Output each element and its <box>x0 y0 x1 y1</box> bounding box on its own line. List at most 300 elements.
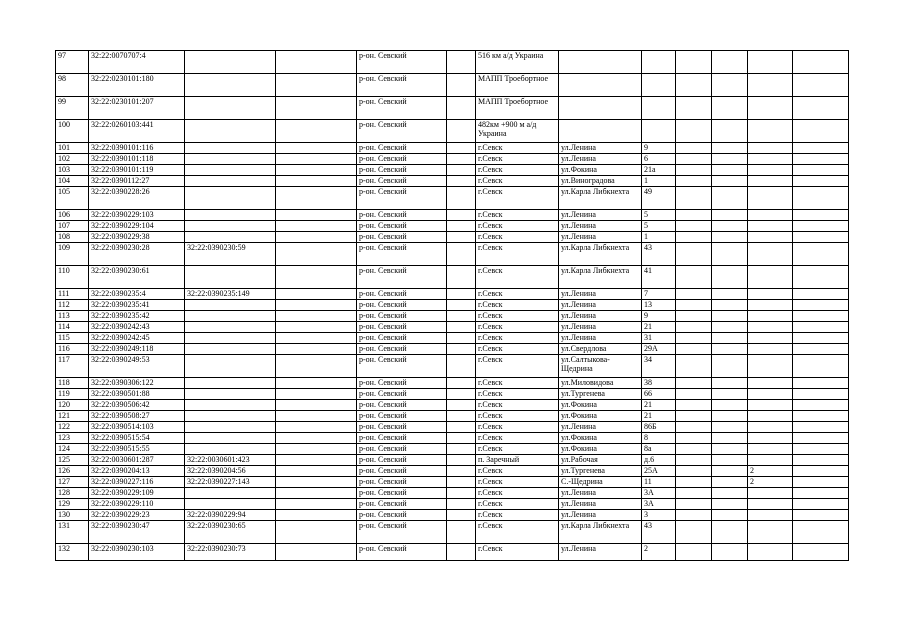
table-row <box>56 444 849 455</box>
empty-cell <box>676 422 712 433</box>
row-number-cell: 130 <box>56 510 89 521</box>
locality-cell: г.Севск <box>476 499 559 510</box>
table-row <box>56 333 849 344</box>
empty-cell <box>276 51 357 74</box>
related-cadastral-number-cell <box>185 210 276 221</box>
empty-cell <box>712 544 748 561</box>
table-row <box>56 344 849 355</box>
street-cell: ул.Свердлова <box>559 344 642 355</box>
cadastral-number-cell: 32:22:0390228:26 <box>89 187 185 210</box>
empty-cell <box>447 422 476 433</box>
district-cell: р-он. Севский <box>357 477 447 488</box>
street-cell: ул.Ленина <box>559 510 642 521</box>
cadastral-number-cell: 32:22:0070707:4 <box>89 51 185 74</box>
related-cadastral-number-cell <box>185 154 276 165</box>
empty-cell <box>447 51 476 74</box>
empty-cell <box>712 187 748 210</box>
locality-cell: МАПП Троебортное <box>476 97 559 120</box>
district-cell: р-он. Севский <box>357 422 447 433</box>
street-cell: ул.Ленина <box>559 333 642 344</box>
extra-value-cell <box>748 344 793 355</box>
district-cell: р-он. Севский <box>357 488 447 499</box>
house-number-cell <box>642 51 676 74</box>
empty-cell <box>447 322 476 333</box>
empty-cell <box>712 289 748 300</box>
row-number-cell: 127 <box>56 477 89 488</box>
house-number-cell: д.6 <box>642 455 676 466</box>
empty-cell <box>712 521 748 544</box>
empty-cell <box>276 422 357 433</box>
street-cell: ул.Ленина <box>559 289 642 300</box>
extra-value-cell <box>748 322 793 333</box>
empty-cell <box>712 120 748 143</box>
row-number-cell: 131 <box>56 521 89 544</box>
empty-cell <box>276 521 357 544</box>
locality-cell: г.Севск <box>476 232 559 243</box>
empty-cell <box>676 389 712 400</box>
empty-cell <box>447 165 476 176</box>
empty-cell <box>447 521 476 544</box>
related-cadastral-number-cell: 32:22:0390230:65 <box>185 521 276 544</box>
district-cell: р-он. Севский <box>357 143 447 154</box>
house-number-cell: 43 <box>642 243 676 266</box>
cadastral-number-cell: 32:22:0390204:13 <box>89 466 185 477</box>
empty-cell <box>276 466 357 477</box>
locality-cell: г.Севск <box>476 187 559 210</box>
house-number-cell: 11 <box>642 477 676 488</box>
empty-cell <box>447 333 476 344</box>
empty-cell <box>793 400 849 411</box>
related-cadastral-number-cell: 32:22:0390230:59 <box>185 243 276 266</box>
empty-cell <box>793 521 849 544</box>
row-number-cell: 108 <box>56 232 89 243</box>
empty-cell <box>793 344 849 355</box>
street-cell: С.-Щедрина <box>559 477 642 488</box>
empty-cell <box>447 389 476 400</box>
extra-value-cell <box>748 455 793 466</box>
district-cell: р-он. Севский <box>357 355 447 378</box>
empty-cell <box>712 333 748 344</box>
street-cell <box>559 74 642 97</box>
empty-cell <box>712 400 748 411</box>
empty-cell <box>447 187 476 210</box>
empty-cell <box>276 154 357 165</box>
locality-cell: 482км +900 м а/д Украина <box>476 120 559 143</box>
house-number-cell: 31 <box>642 333 676 344</box>
row-number-cell: 128 <box>56 488 89 499</box>
empty-cell <box>712 51 748 74</box>
empty-cell <box>276 243 357 266</box>
street-cell: ул.Ленина <box>559 154 642 165</box>
empty-cell <box>276 433 357 444</box>
empty-cell <box>676 521 712 544</box>
empty-cell <box>793 232 849 243</box>
row-number-cell: 98 <box>56 74 89 97</box>
cadastral-number-cell: 32:22:0390506:42 <box>89 400 185 411</box>
street-cell <box>559 51 642 74</box>
house-number-cell: 5 <box>642 210 676 221</box>
house-number-cell: 43 <box>642 521 676 544</box>
district-cell: р-он. Севский <box>357 499 447 510</box>
empty-cell <box>676 289 712 300</box>
related-cadastral-number-cell <box>185 143 276 154</box>
cadastral-number-cell: 32:22:0390235:4 <box>89 289 185 300</box>
related-cadastral-number-cell: 32:22:0390204:56 <box>185 466 276 477</box>
row-number-cell: 114 <box>56 322 89 333</box>
empty-cell <box>676 232 712 243</box>
district-cell: р-он. Севский <box>357 455 447 466</box>
related-cadastral-number-cell <box>185 411 276 422</box>
table-row <box>56 143 849 154</box>
row-number-cell: 124 <box>56 444 89 455</box>
empty-cell <box>447 499 476 510</box>
extra-value-cell <box>748 355 793 378</box>
house-number-cell: 34 <box>642 355 676 378</box>
related-cadastral-number-cell: 32:22:0390235:149 <box>185 289 276 300</box>
street-cell: ул.Ленина <box>559 232 642 243</box>
cadastral-number-cell: 32:22:0390230:47 <box>89 521 185 544</box>
empty-cell <box>676 444 712 455</box>
extra-value-cell <box>748 389 793 400</box>
empty-cell <box>676 378 712 389</box>
locality-cell: г.Севск <box>476 477 559 488</box>
street-cell: ул.Карла Либкнехта <box>559 521 642 544</box>
row-number-cell: 115 <box>56 333 89 344</box>
empty-cell <box>447 488 476 499</box>
related-cadastral-number-cell <box>185 221 276 232</box>
cadastral-number-cell: 32:22:0230101:180 <box>89 74 185 97</box>
empty-cell <box>793 389 849 400</box>
empty-cell <box>276 510 357 521</box>
cadastral-number-cell: 32:22:0390515:54 <box>89 433 185 444</box>
table-row <box>56 266 849 289</box>
empty-cell <box>793 120 849 143</box>
district-cell: р-он. Севский <box>357 51 447 74</box>
empty-cell <box>276 400 357 411</box>
cadastral-number-cell: 32:22:0390230:103 <box>89 544 185 561</box>
empty-cell <box>447 344 476 355</box>
street-cell: ул.Тургенева <box>559 389 642 400</box>
house-number-cell: 49 <box>642 187 676 210</box>
cadastral-number-cell: 32:22:0390242:43 <box>89 322 185 333</box>
street-cell: ул.Ленина <box>559 488 642 499</box>
extra-value-cell <box>748 488 793 499</box>
empty-cell <box>447 544 476 561</box>
empty-cell <box>676 311 712 322</box>
cadastral-number-cell: 32:22:0390229:109 <box>89 488 185 499</box>
empty-cell <box>793 322 849 333</box>
related-cadastral-number-cell: 32:22:0390227:143 <box>185 477 276 488</box>
empty-cell <box>276 322 357 333</box>
extra-value-cell <box>748 289 793 300</box>
empty-cell <box>447 266 476 289</box>
empty-cell <box>447 300 476 311</box>
empty-cell <box>793 411 849 422</box>
locality-cell: г.Севск <box>476 411 559 422</box>
empty-cell <box>447 176 476 187</box>
street-cell: ул.Ленина <box>559 499 642 510</box>
street-cell: ул.Ленина <box>559 210 642 221</box>
empty-cell <box>712 466 748 477</box>
street-cell: ул.Фокина <box>559 444 642 455</box>
street-cell: ул.Ленина <box>559 221 642 232</box>
locality-cell: п. Заречный <box>476 455 559 466</box>
house-number-cell: 5 <box>642 221 676 232</box>
table-row <box>56 400 849 411</box>
street-cell: ул.Карла Либкнехта <box>559 187 642 210</box>
empty-cell <box>447 221 476 232</box>
district-cell: р-он. Севский <box>357 444 447 455</box>
empty-cell <box>712 300 748 311</box>
extra-value-cell <box>748 444 793 455</box>
district-cell: р-он. Севский <box>357 74 447 97</box>
cadastral-number-cell: 32:22:0390229:103 <box>89 210 185 221</box>
table-row <box>56 221 849 232</box>
table-row <box>56 187 849 210</box>
table-row <box>56 521 849 544</box>
cadastral-number-cell: 32:22:0390514:103 <box>89 422 185 433</box>
empty-cell <box>447 433 476 444</box>
extra-value-cell <box>748 154 793 165</box>
house-number-cell: 86Б <box>642 422 676 433</box>
extra-value-cell <box>748 510 793 521</box>
house-number-cell: 9 <box>642 143 676 154</box>
locality-cell: г.Севск <box>476 433 559 444</box>
empty-cell <box>793 311 849 322</box>
empty-cell <box>676 120 712 143</box>
locality-cell: г.Севск <box>476 355 559 378</box>
table-row <box>56 544 849 561</box>
empty-cell <box>793 544 849 561</box>
empty-cell <box>712 97 748 120</box>
table-row <box>56 232 849 243</box>
house-number-cell: 29А <box>642 344 676 355</box>
table-row <box>56 422 849 433</box>
related-cadastral-number-cell <box>185 378 276 389</box>
empty-cell <box>447 455 476 466</box>
locality-cell: г.Севск <box>476 165 559 176</box>
cadastral-number-cell: 32:22:0390242:45 <box>89 333 185 344</box>
related-cadastral-number-cell <box>185 232 276 243</box>
empty-cell <box>447 411 476 422</box>
district-cell: р-он. Севский <box>357 289 447 300</box>
locality-cell: г.Севск <box>476 143 559 154</box>
table-row <box>56 499 849 510</box>
district-cell: р-он. Севский <box>357 389 447 400</box>
extra-value-cell <box>748 499 793 510</box>
cadastral-number-cell: 32:22:0390230:61 <box>89 266 185 289</box>
empty-cell <box>793 455 849 466</box>
district-cell: р-он. Севский <box>357 333 447 344</box>
district-cell: р-он. Севский <box>357 300 447 311</box>
row-number-cell: 103 <box>56 165 89 176</box>
cadastral-number-cell: 32:22:0390229:38 <box>89 232 185 243</box>
table-row <box>56 389 849 400</box>
table-row <box>56 154 849 165</box>
district-cell: р-он. Севский <box>357 466 447 477</box>
empty-cell <box>276 120 357 143</box>
table-row <box>56 322 849 333</box>
empty-cell <box>276 74 357 97</box>
cadastral-number-cell: 32:22:0390229:23 <box>89 510 185 521</box>
empty-cell <box>447 74 476 97</box>
empty-cell <box>676 51 712 74</box>
empty-cell <box>447 477 476 488</box>
related-cadastral-number-cell <box>185 400 276 411</box>
locality-cell: г.Севск <box>476 210 559 221</box>
empty-cell <box>712 243 748 266</box>
empty-cell <box>793 466 849 477</box>
empty-cell <box>793 74 849 97</box>
empty-cell <box>712 378 748 389</box>
empty-cell <box>676 143 712 154</box>
empty-cell <box>793 143 849 154</box>
house-number-cell: 25А <box>642 466 676 477</box>
empty-cell <box>793 221 849 232</box>
empty-cell <box>676 243 712 266</box>
empty-cell <box>676 221 712 232</box>
related-cadastral-number-cell <box>185 266 276 289</box>
district-cell: р-он. Севский <box>357 154 447 165</box>
related-cadastral-number-cell <box>185 120 276 143</box>
empty-cell <box>793 210 849 221</box>
table-row <box>56 355 849 378</box>
empty-cell <box>712 499 748 510</box>
house-number-cell: 8а <box>642 444 676 455</box>
table-row <box>56 466 849 477</box>
related-cadastral-number-cell <box>185 187 276 210</box>
cadastral-number-cell: 32:22:0390101:119 <box>89 165 185 176</box>
empty-cell <box>712 143 748 154</box>
empty-cell <box>676 411 712 422</box>
empty-cell <box>676 466 712 477</box>
row-number-cell: 102 <box>56 154 89 165</box>
empty-cell <box>712 477 748 488</box>
empty-cell <box>793 422 849 433</box>
empty-cell <box>793 510 849 521</box>
extra-value-cell <box>748 243 793 266</box>
empty-cell <box>712 444 748 455</box>
empty-cell <box>276 488 357 499</box>
empty-cell <box>712 176 748 187</box>
house-number-cell: 21 <box>642 400 676 411</box>
empty-cell <box>676 322 712 333</box>
locality-cell: г.Севск <box>476 289 559 300</box>
empty-cell <box>793 187 849 210</box>
locality-cell: г.Севск <box>476 243 559 266</box>
district-cell: р-он. Севский <box>357 97 447 120</box>
row-number-cell: 117 <box>56 355 89 378</box>
locality-cell: г.Севск <box>476 521 559 544</box>
cadastral-number-cell: 32:22:0390229:104 <box>89 221 185 232</box>
district-cell: р-он. Севский <box>357 266 447 289</box>
empty-cell <box>712 232 748 243</box>
empty-cell <box>447 154 476 165</box>
empty-cell <box>276 97 357 120</box>
empty-cell <box>712 344 748 355</box>
locality-cell: г.Севск <box>476 488 559 499</box>
empty-cell <box>676 510 712 521</box>
row-number-cell: 112 <box>56 300 89 311</box>
row-number-cell: 123 <box>56 433 89 444</box>
street-cell: ул.Миловидова <box>559 378 642 389</box>
empty-cell <box>276 221 357 232</box>
empty-cell <box>793 477 849 488</box>
empty-cell <box>712 411 748 422</box>
empty-cell <box>712 422 748 433</box>
empty-cell <box>793 165 849 176</box>
cadastral-number-cell: 32:22:0390508:27 <box>89 411 185 422</box>
empty-cell <box>793 51 849 74</box>
locality-cell: г.Севск <box>476 221 559 232</box>
extra-value-cell <box>748 521 793 544</box>
empty-cell <box>447 510 476 521</box>
extra-value-cell <box>748 221 793 232</box>
district-cell: р-он. Севский <box>357 510 447 521</box>
house-number-cell: 41 <box>642 266 676 289</box>
locality-cell: г.Севск <box>476 444 559 455</box>
related-cadastral-number-cell <box>185 499 276 510</box>
related-cadastral-number-cell: 32:22:0390229:94 <box>185 510 276 521</box>
table-row <box>56 455 849 466</box>
empty-cell <box>676 300 712 311</box>
empty-cell <box>276 333 357 344</box>
street-cell: ул.Виноградова <box>559 176 642 187</box>
empty-cell <box>447 355 476 378</box>
cadastral-number-cell: 32:22:0390112:27 <box>89 176 185 187</box>
empty-cell <box>712 510 748 521</box>
extra-value-cell <box>748 411 793 422</box>
row-number-cell: 125 <box>56 455 89 466</box>
extra-value-cell <box>748 266 793 289</box>
cadastral-number-cell: 32:22:0390249:118 <box>89 344 185 355</box>
house-number-cell: 21а <box>642 165 676 176</box>
empty-cell <box>676 544 712 561</box>
related-cadastral-number-cell: 32:22:0030601:423 <box>185 455 276 466</box>
house-number-cell: 2 <box>642 544 676 561</box>
house-number-cell: 7 <box>642 289 676 300</box>
empty-cell <box>793 433 849 444</box>
empty-cell <box>676 333 712 344</box>
extra-value-cell <box>748 187 793 210</box>
empty-cell <box>276 176 357 187</box>
district-cell: р-он. Севский <box>357 221 447 232</box>
extra-value-cell <box>748 433 793 444</box>
extra-value-cell <box>748 422 793 433</box>
empty-cell <box>712 266 748 289</box>
empty-cell <box>676 477 712 488</box>
locality-cell: г.Севск <box>476 300 559 311</box>
extra-value-cell <box>748 165 793 176</box>
extra-value-cell: 2 <box>748 466 793 477</box>
empty-cell <box>676 344 712 355</box>
empty-cell <box>276 266 357 289</box>
district-cell: р-он. Севский <box>357 176 447 187</box>
table-row <box>56 74 849 97</box>
empty-cell <box>276 389 357 400</box>
district-cell: р-он. Севский <box>357 400 447 411</box>
cadastral-number-cell: 32:22:0390235:42 <box>89 311 185 322</box>
empty-cell <box>712 165 748 176</box>
street-cell: ул.Фокина <box>559 165 642 176</box>
street-cell: ул.Тургенева <box>559 466 642 477</box>
row-number-cell: 104 <box>56 176 89 187</box>
empty-cell <box>276 165 357 176</box>
empty-cell <box>793 333 849 344</box>
street-cell <box>559 120 642 143</box>
locality-cell: г.Севск <box>476 311 559 322</box>
locality-cell: г.Севск <box>476 154 559 165</box>
